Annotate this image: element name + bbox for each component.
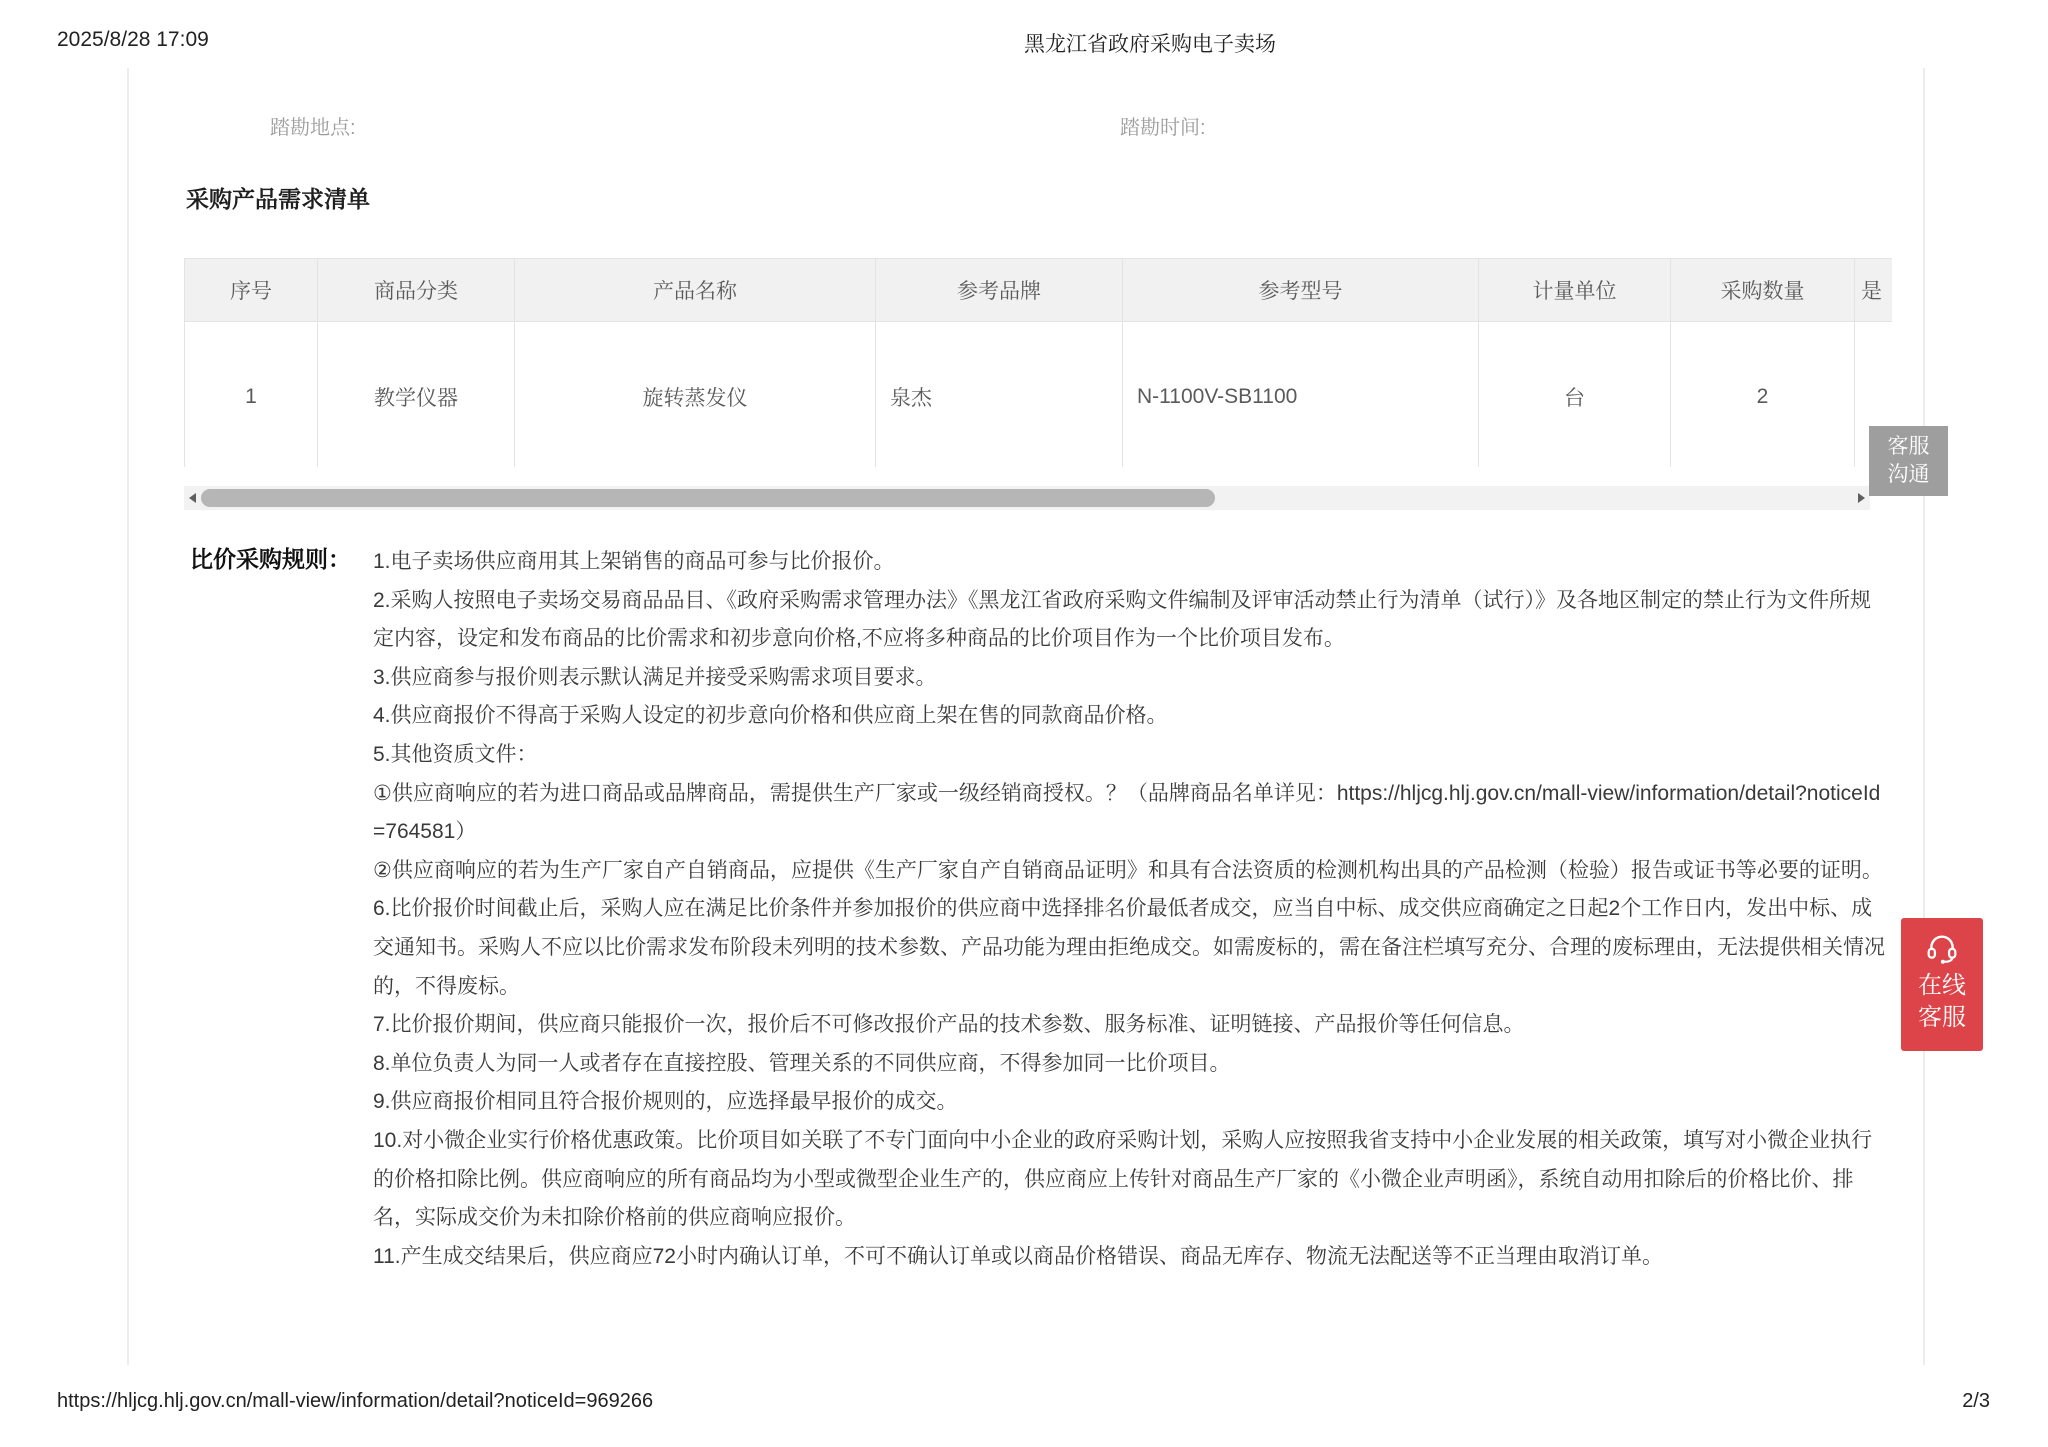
rule-item: 9.供应商报价相同且符合报价规则的，应选择最早报价的成交。 xyxy=(373,1090,958,1114)
chat-button-line1: 客服 xyxy=(1887,435,1930,458)
rule-item: 1.电子卖场供应商用其上架销售的商品可参与比价报价。 xyxy=(373,550,895,573)
print-datetime: 2025/8/28 17:09 xyxy=(57,28,209,51)
col-header-qty: 采购数量 xyxy=(1671,259,1855,322)
survey-location-label: 踏勘地点: xyxy=(270,117,356,139)
col-header-model: 参考型号 xyxy=(1123,259,1479,322)
col-header-brand: 参考品牌 xyxy=(876,259,1123,322)
online-service-line1: 在线 xyxy=(1918,972,1966,999)
col-header-name: 产品名称 xyxy=(515,259,876,322)
rule-item: ①供应商响应的若为进口商品或品牌商品，需提供生产厂家或一级经销商授权。？（品牌商品名单详见：https://hljcg.hlj.gov.cn/mall-view/information/detail?noticeId=764581） xyxy=(373,781,1881,844)
product-list-title: 采购产品需求清单 xyxy=(186,186,370,212)
table-header-row xyxy=(185,259,1893,322)
rule-item: 8.单位负责人为同一人或者存在直接控股、管理关系的不同供应商，不得参加同一比价项目。 xyxy=(373,1051,1231,1075)
cell-category: 教学仪器 xyxy=(318,322,515,468)
col-header-category: 商品分类 xyxy=(318,259,515,322)
product-table-viewport xyxy=(184,258,1892,467)
rule-item: 11.产生成交结果后，供应商应72小时内确认订单，不可不确认订单或以商品价格错误、商品无库存、物流无法配送等不正当理由取消订单。 xyxy=(373,1244,1663,1268)
rule-item: 5.其他资质文件： xyxy=(373,742,538,766)
page-title: 黑龙江省政府采购电子卖场 xyxy=(1024,33,1276,56)
table-row xyxy=(185,322,1893,468)
col-header-seq: 序号 xyxy=(185,259,318,322)
scroll-right-arrow-icon[interactable] xyxy=(1858,493,1865,503)
cell-model: N-1100V-SB1100 xyxy=(1123,322,1479,468)
headset-icon xyxy=(1901,931,1983,970)
cell-name: 旋转蒸发仪 xyxy=(515,322,876,468)
rules-section-label: 比价采购规则： xyxy=(190,546,351,572)
col-header-unit: 计量单位 xyxy=(1479,259,1671,322)
content-right-border xyxy=(1923,68,1925,1365)
online-service-line2: 客服 xyxy=(1918,1004,1966,1031)
rule-item: 3.供应商参与报价则表示默认满足并接受采购需求项目要求。 xyxy=(373,665,937,689)
footer-url: https://hljcg.hlj.gov.cn/mall-view/information/detail?noticeId=969266 xyxy=(57,1390,654,1412)
cell-brand: 泉杰 xyxy=(876,322,1123,468)
rule-item: 6.比价报价时间截止后，采购人应在满足比价条件并参加报价的供应商中选择排名价最低者成交，应当自中标、成交供应商确定之日起2个工作日内，发出中标、成交通知书。采购人不应以比价需求发布阶段未列明的技术参数、产品功能为理由拒绝成交。如需废标的，需在备注栏填写充分、合理的废标理由，无法提供相关情况的，不得废标。 xyxy=(373,897,1885,998)
footer-page-indicator: 2/3 xyxy=(1962,1390,1990,1412)
rule-item: 4.供应商报价不得高于采购人设定的初步意向价格和供应商上架在售的同款商品价格。 xyxy=(373,704,1168,728)
col-header-partial: 是 xyxy=(1855,259,1893,322)
scroll-left-arrow-icon[interactable] xyxy=(189,493,196,503)
scrollbar-thumb[interactable] xyxy=(201,489,1215,507)
rule-item: ②供应商响应的若为生产厂家自产自销商品，应提供《生产厂家自产自销商品证明》和具有合法资质的检测机构出具的产品检测（检验）报告或证书等必要的证明。 xyxy=(373,858,1883,882)
online-service-button[interactable] xyxy=(1901,918,1983,1051)
cell-seq: 1 xyxy=(185,322,318,468)
product-table xyxy=(184,258,1892,467)
survey-time-label: 踏勘时间: xyxy=(1120,117,1206,139)
horizontal-scrollbar[interactable] xyxy=(184,486,1870,510)
chat-button-line2: 沟通 xyxy=(1887,463,1930,486)
rule-item: 10.对小微企业实行价格优惠政策。比价项目如关联了不专门面向中小企业的政府采购计划，采购人应按照我省支持中小企业发展的相关政策，填写对小微企业执行的价格扣除比例。供应商响应的所有商品均为小型或微型企业生产的，供应商应上传针对商品生产厂家的《小微企业声明函》，系统自动用扣除后的价格比价、排名，实际成交价为未扣除价格前的供应商响应报价。 xyxy=(373,1128,1873,1230)
rules-text-block xyxy=(373,543,1885,1276)
chat-communication-button[interactable] xyxy=(1869,426,1948,496)
content-left-border xyxy=(127,68,129,1365)
rule-item: 2.采购人按照电子卖场交易商品品目、《政府采购需求管理办法》《黑龙江省政府采购文件编制及评审活动禁止行为清单（试行）》及各地区制定的禁止行为文件所规定内容，设定和发布商品的比价需求和初步意向价格,不应将多种商品的比价项目作为一个比价项目发布。 xyxy=(373,588,1872,651)
cell-unit: 台 xyxy=(1479,322,1671,468)
cell-qty: 2 xyxy=(1671,322,1855,468)
rule-item: 7.比价报价期间，供应商只能报价一次，报价后不可修改报价产品的技术参数、服务标准、证明链接、产品报价等任何信息。 xyxy=(373,1013,1525,1037)
